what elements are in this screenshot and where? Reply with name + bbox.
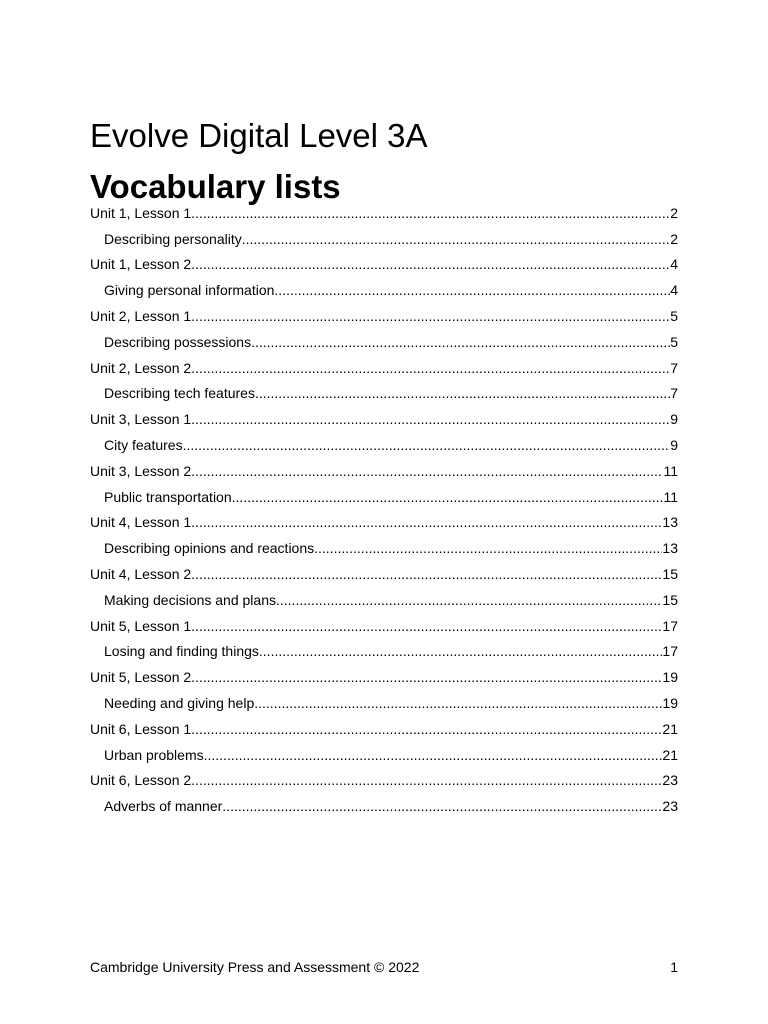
toc-subentry[interactable] — [90, 690, 678, 716]
toc-entry-label: Describing possessions — [104, 333, 252, 350]
toc-dot-leader — [191, 360, 670, 376]
toc-dot-leader — [274, 282, 670, 298]
toc-dot-leader — [314, 540, 662, 556]
toc-dot-leader — [254, 695, 662, 711]
toc-subentry[interactable] — [90, 535, 678, 561]
toc-entry-page: 7 — [670, 385, 678, 402]
table-of-contents — [90, 200, 678, 819]
toc-entry-label: City features — [104, 437, 183, 454]
toc-entry-label: Public transportation — [104, 488, 232, 505]
toc-entry-label: Unit 5, Lesson 2 — [90, 669, 192, 686]
toc-dot-leader — [251, 334, 670, 350]
toc-dot-leader — [191, 618, 662, 634]
toc-entry-page: 11 — [663, 488, 678, 505]
toc-entry-page: 5 — [670, 333, 678, 350]
toc-entry[interactable] — [90, 613, 678, 639]
toc-entry[interactable] — [90, 252, 678, 278]
toc-entry-label: Making decisions and plans — [104, 591, 276, 608]
toc-dot-leader — [191, 721, 662, 737]
toc-subentry[interactable] — [90, 793, 678, 819]
toc-entry-page: 5 — [670, 308, 678, 325]
toc-subentry[interactable] — [90, 226, 678, 252]
toc-entry-page: 17 — [662, 617, 678, 634]
toc-entry-page: 23 — [662, 798, 678, 815]
toc-entry-page: 15 — [662, 566, 678, 583]
toc-entry[interactable] — [90, 561, 678, 587]
toc-dot-leader — [191, 411, 670, 427]
toc-dot-leader — [191, 669, 662, 685]
toc-dot-leader — [259, 643, 663, 659]
toc-entry-page: 23 — [662, 772, 678, 789]
toc-subentry[interactable] — [90, 587, 678, 613]
toc-dot-leader — [191, 566, 662, 582]
toc-subentry[interactable] — [90, 432, 678, 458]
document-subtitle: Vocabulary lists — [90, 168, 341, 206]
toc-entry[interactable] — [90, 303, 678, 329]
document-title: Evolve Digital Level 3A — [90, 117, 428, 155]
toc-entry-label: Unit 6, Lesson 2 — [90, 772, 192, 789]
toc-entry[interactable] — [90, 664, 678, 690]
toc-entry-label: Describing personality — [104, 230, 242, 247]
toc-entry-label: Urban problems — [104, 746, 204, 763]
toc-entry-label: Describing tech features — [104, 385, 255, 402]
toc-entry-label: Unit 2, Lesson 1 — [90, 308, 192, 325]
toc-entry-label: Unit 4, Lesson 1 — [90, 514, 192, 531]
toc-entry-label: Unit 1, Lesson 2 — [90, 256, 192, 273]
toc-entry-page: 21 — [662, 746, 678, 763]
toc-dot-leader — [191, 256, 670, 272]
toc-entry-page: 4 — [670, 282, 678, 299]
toc-entry-label: Describing opinions and reactions — [104, 540, 315, 557]
toc-entry-label: Unit 1, Lesson 1 — [90, 204, 192, 221]
toc-entry-label: Unit 2, Lesson 2 — [90, 359, 192, 376]
toc-subentry[interactable] — [90, 742, 678, 768]
toc-subentry[interactable] — [90, 484, 678, 510]
toc-entry-page: 19 — [662, 669, 678, 686]
toc-entry-page: 2 — [670, 230, 678, 247]
toc-entry-page: 15 — [662, 591, 678, 608]
toc-entry-page: 4 — [670, 256, 678, 273]
toc-entry-label: Unit 3, Lesson 1 — [90, 411, 192, 428]
toc-entry-label: Unit 6, Lesson 1 — [90, 720, 192, 737]
toc-entry-page: 19 — [662, 695, 678, 712]
toc-entry[interactable] — [90, 200, 678, 226]
toc-subentry[interactable] — [90, 329, 678, 355]
toc-dot-leader — [191, 772, 662, 788]
toc-entry[interactable] — [90, 406, 678, 432]
toc-entry-page: 9 — [670, 437, 678, 454]
toc-entry[interactable] — [90, 355, 678, 381]
toc-entry[interactable] — [90, 510, 678, 536]
toc-entry-label: Unit 3, Lesson 2 — [90, 462, 192, 479]
toc-subentry[interactable] — [90, 381, 678, 407]
toc-dot-leader — [255, 385, 670, 401]
toc-entry-page: 11 — [663, 462, 678, 479]
toc-dot-leader — [204, 747, 663, 763]
toc-entry-label: Unit 5, Lesson 1 — [90, 617, 192, 634]
toc-entry[interactable] — [90, 458, 678, 484]
toc-subentry[interactable] — [90, 639, 678, 665]
toc-entry-page: 9 — [670, 411, 678, 428]
toc-entry-label: Needing and giving help — [104, 695, 255, 712]
toc-entry-page: 21 — [662, 720, 678, 737]
toc-subentry[interactable] — [90, 277, 678, 303]
toc-entry-page: 17 — [662, 643, 678, 660]
toc-dot-leader — [242, 231, 670, 247]
toc-dot-leader — [232, 489, 664, 505]
toc-entry-page: 13 — [662, 514, 678, 531]
toc-entry[interactable] — [90, 768, 678, 794]
toc-dot-leader — [222, 798, 662, 814]
toc-dot-leader — [191, 514, 662, 530]
footer-copyright: Cambridge University Press and Assessment © 2022 — [90, 959, 420, 975]
toc-dot-leader — [191, 308, 670, 324]
toc-dot-leader — [191, 463, 663, 479]
toc-dot-leader — [276, 592, 662, 608]
toc-entry-label: Adverbs of manner — [104, 798, 223, 815]
toc-entry-page: 13 — [662, 540, 678, 557]
toc-entry-label: Losing and finding things — [104, 643, 259, 660]
toc-dot-leader — [191, 205, 670, 221]
toc-dot-leader — [183, 437, 671, 453]
footer-page-number: 1 — [670, 959, 678, 975]
toc-entry[interactable] — [90, 716, 678, 742]
toc-entry-page: 7 — [670, 359, 678, 376]
toc-entry-label: Giving personal information — [104, 282, 275, 299]
toc-entry-label: Unit 4, Lesson 2 — [90, 566, 192, 583]
toc-entry-page: 2 — [670, 204, 678, 221]
